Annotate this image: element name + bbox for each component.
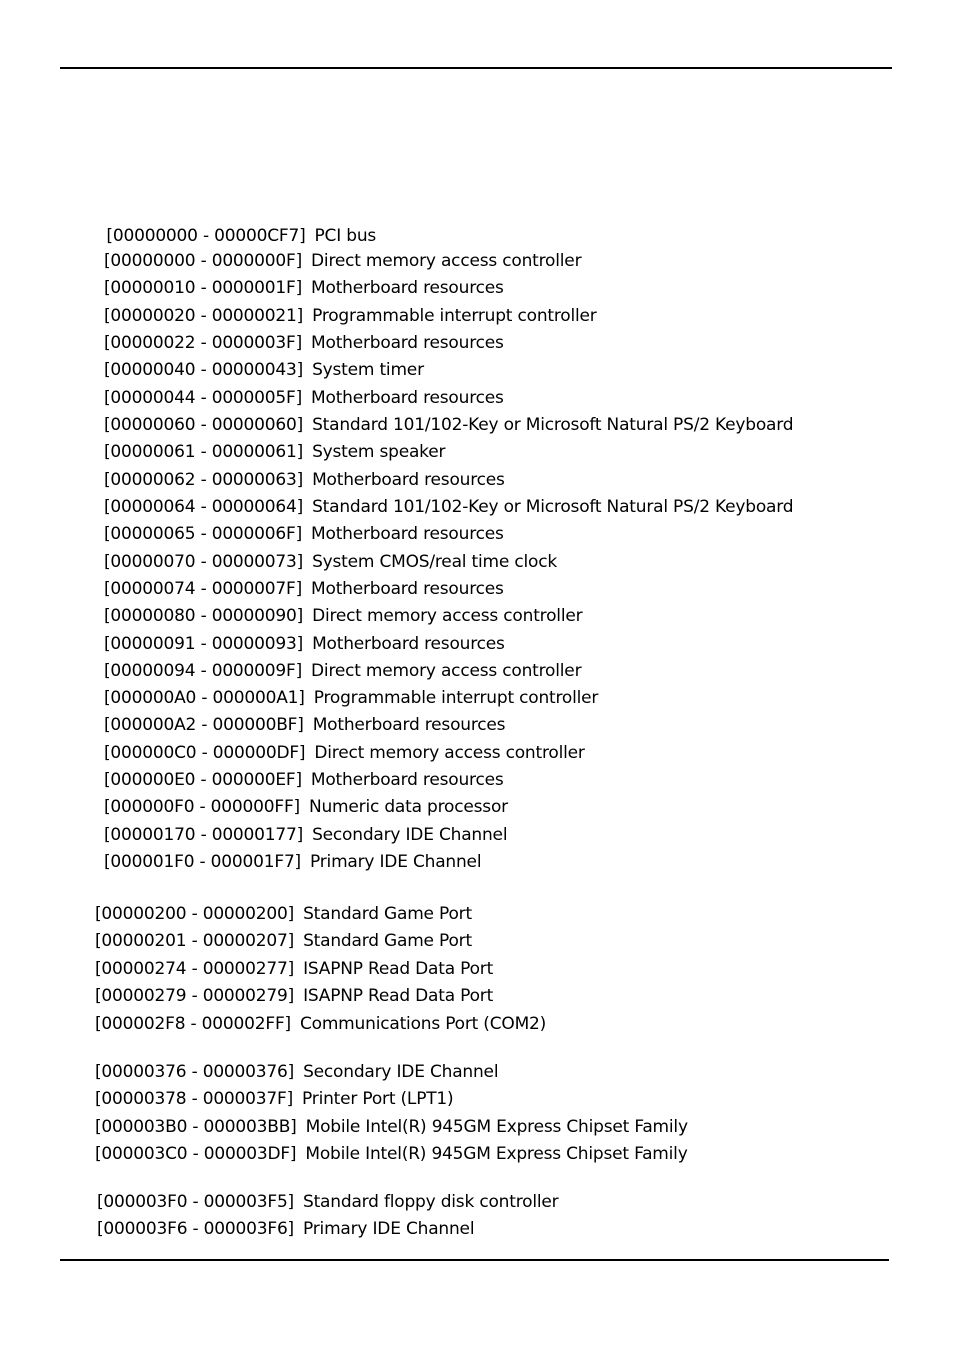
device-name: Standard 101/102-Key or Microsoft Natural PS/2 Keyboard — [312, 497, 794, 517]
device-name: Motherboard resources — [311, 333, 504, 353]
device-name: Motherboard resources — [312, 634, 505, 654]
io-range: [00000091 - 00000093] — [104, 634, 304, 654]
device-name: Direct memory access controller — [311, 661, 582, 681]
io-range-entry — [104, 770, 504, 790]
io-range: [000000A2 - 000000BF] — [104, 715, 304, 735]
io-range: [00000022 - 0000003F] — [104, 333, 303, 353]
io-range-entry — [104, 333, 504, 353]
device-name: Standard 101/102-Key or Microsoft Natural PS/2 Keyboard — [312, 415, 794, 435]
io-range: [000000A0 - 000000A1] — [104, 688, 305, 708]
io-range-entry — [104, 743, 585, 763]
io-range: [000001F0 - 000001F7] — [104, 852, 301, 872]
io-range-entry — [104, 606, 582, 626]
device-name: Mobile Intel(R) 945GM Express Chipset Family — [305, 1117, 688, 1137]
device-name: System timer — [312, 360, 424, 380]
io-range-entry — [104, 552, 557, 572]
io-range: [000000F0 - 000000FF] — [104, 797, 300, 817]
device-name: System CMOS/real time clock — [312, 552, 557, 572]
device-name: Direct memory access controller — [314, 743, 585, 763]
io-range-entry — [104, 825, 507, 845]
io-range-entry — [104, 360, 424, 380]
io-range: [00000200 - 00000200] — [95, 904, 295, 924]
io-range: [00000065 - 0000006F] — [104, 524, 303, 544]
io-range-entry — [104, 797, 508, 817]
device-name: Standard Game Port — [303, 904, 472, 924]
io-range-entry — [104, 579, 504, 599]
io-range-entry — [97, 1192, 558, 1212]
io-range: [00000378 - 0000037F] — [95, 1089, 294, 1109]
device-name: Mobile Intel(R) 945GM Express Chipset Family — [305, 1144, 688, 1164]
io-range-entry — [95, 959, 493, 979]
device-name: Secondary IDE Channel — [312, 825, 508, 845]
io-range-entry — [104, 634, 505, 654]
device-name: PCI bus — [314, 226, 377, 246]
io-range-entry — [104, 524, 504, 544]
io-range: [00000062 - 00000063] — [104, 470, 304, 490]
device-name: Primary IDE Channel — [310, 852, 482, 872]
device-name: Motherboard resources — [311, 524, 504, 544]
io-range: [00000020 - 00000021] — [104, 306, 304, 326]
io-range-entry — [95, 1117, 688, 1137]
io-range: [000003B0 - 000003BB] — [95, 1117, 297, 1137]
io-range-entry — [95, 1062, 498, 1082]
io-range: [00000061 - 00000061] — [104, 442, 304, 462]
io-range: [00000170 - 00000177] — [104, 825, 304, 845]
device-name: Numeric data processor — [308, 797, 508, 817]
device-name: Motherboard resources — [311, 278, 504, 298]
io-range-entry — [104, 852, 481, 872]
device-name: Standard Game Port — [303, 931, 472, 951]
device-name: System speaker — [312, 442, 446, 462]
device-name: Motherboard resources — [311, 579, 504, 599]
device-name: Direct memory access controller — [311, 251, 582, 271]
io-range-entry — [95, 1014, 546, 1034]
device-name: Motherboard resources — [310, 770, 504, 790]
device-name: Standard floppy disk controller — [303, 1192, 559, 1212]
device-name: Secondary IDE Channel — [303, 1062, 499, 1082]
io-range: [00000376 - 00000376] — [95, 1062, 295, 1082]
io-range-entry — [104, 278, 504, 298]
io-range-entry — [104, 688, 598, 708]
io-range: [00000064 - 00000064] — [104, 497, 304, 517]
device-name: Programmable interrupt controller — [313, 688, 599, 708]
device-name: Programmable interrupt controller — [312, 306, 597, 326]
io-range: [000000E0 - 000000EF] — [104, 770, 302, 790]
io-range-entry — [104, 388, 504, 408]
io-range: [00000094 - 0000009F] — [104, 661, 303, 681]
io-range-entry — [104, 442, 445, 462]
io-range-entry — [96, 206, 376, 246]
io-range-entry — [104, 661, 581, 681]
io-range-entry — [104, 715, 505, 735]
io-range: [00000060 - 00000060] — [104, 415, 304, 435]
io-range: [00000279 - 00000279] — [95, 986, 295, 1006]
device-name: Motherboard resources — [311, 388, 504, 408]
io-range-entry — [104, 470, 505, 490]
io-range: [00000070 - 00000073] — [104, 552, 304, 572]
io-range-entry — [95, 1144, 688, 1164]
io-range-entry — [104, 251, 581, 271]
io-range-entry — [97, 1219, 474, 1239]
io-range: [000003F0 - 000003F5] — [97, 1192, 294, 1212]
io-range: [00000040 - 00000043] — [104, 360, 304, 380]
io-range: [00000274 - 00000277] — [95, 959, 295, 979]
io-range: [00000080 - 00000090] — [104, 606, 304, 626]
io-range-entry — [95, 931, 472, 951]
io-range: [00000000 - 00000CF7] — [106, 226, 306, 246]
io-range-entry — [104, 497, 793, 517]
device-name: ISAPNP Read Data Port — [303, 959, 494, 979]
io-range: [000003C0 - 000003DF] — [95, 1144, 297, 1164]
io-range: [000000C0 - 000000DF] — [104, 743, 306, 763]
footer-rule — [60, 1259, 889, 1261]
io-range: [000003F6 - 000003F6] — [97, 1219, 294, 1239]
io-range-entry — [95, 904, 472, 924]
io-range: [00000000 - 0000000F] — [104, 251, 303, 271]
device-name: Printer Port (LPT1) — [302, 1089, 454, 1109]
device-name: ISAPNP Read Data Port — [303, 986, 494, 1006]
io-range-entry — [95, 986, 493, 1006]
device-name: Primary IDE Channel — [303, 1219, 475, 1239]
io-range: [00000074 - 0000007F] — [104, 579, 303, 599]
header-rule — [60, 67, 892, 69]
device-name: Direct memory access controller — [312, 606, 583, 626]
io-range: [00000010 - 0000001F] — [104, 278, 303, 298]
device-name: Motherboard resources — [312, 470, 505, 490]
io-range: [000002F8 - 000002FF] — [95, 1014, 291, 1034]
io-range: [00000201 - 00000207] — [95, 931, 295, 951]
io-range-entry — [95, 1089, 453, 1109]
io-range-entry — [104, 415, 793, 435]
io-range: [00000044 - 0000005F] — [104, 388, 303, 408]
device-name: Communications Port (COM2) — [299, 1014, 547, 1034]
io-range-entry — [104, 306, 597, 326]
device-name: Motherboard resources — [312, 715, 506, 735]
